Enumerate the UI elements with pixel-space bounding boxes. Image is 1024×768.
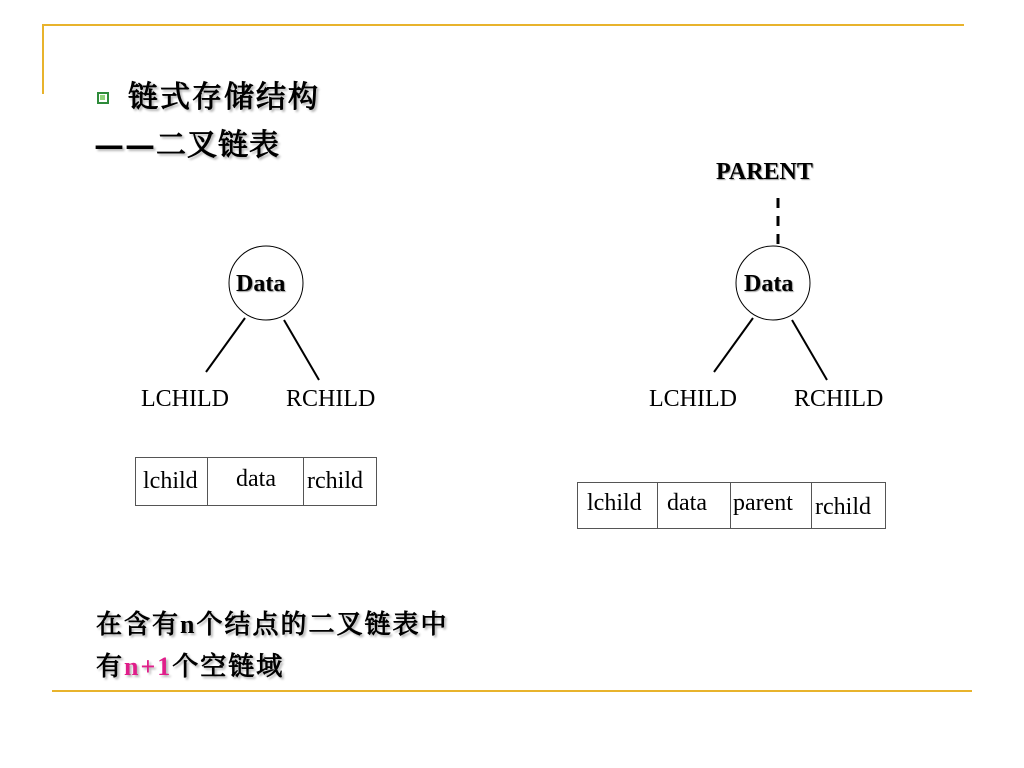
footer-line1 [96,604,449,641]
left-field-rchild: rchild [307,468,363,494]
right-field-data: data [667,490,707,516]
right-field-divider-1 [657,482,658,529]
left-field-divider-1 [207,457,208,506]
left-node-label: Data [236,271,286,297]
footer-line2-prefix: 有 [96,652,125,682]
footer-line1-n: n [180,610,197,639]
footer-line2-count: n+1 [124,652,173,681]
left-lchild-label: LCHILD [141,386,229,412]
right-rchild-label: RCHILD [794,386,884,412]
left-rchild-edge [284,320,319,380]
slide-title-line2: ——二叉链表 [94,128,280,163]
left-field-lchild: lchild [143,468,198,494]
left-lchild-edge [206,318,245,372]
right-field-divider-2 [730,482,731,529]
footer-line1-prefix: 在含有 [96,610,181,640]
right-node-label: Data [744,271,794,297]
parent-label: PARENT [716,159,813,185]
right-field-rchild: rchild [815,494,871,520]
left-rchild-label: RCHILD [286,386,376,412]
left-field-divider-2 [303,457,304,506]
right-field-lchild: lchild [587,490,642,516]
right-lchild-edge [714,318,753,372]
right-field-divider-3 [811,482,812,529]
right-rchild-edge [792,320,827,380]
left-field-data: data [236,466,276,492]
right-field-parent: parent [733,490,793,516]
right-lchild-label: LCHILD [649,386,737,412]
footer-line1-suffix: 个结点的二叉链表中 [196,610,449,640]
footer-line2 [96,646,284,683]
slide-title-line1: 链式存储结构 [128,80,320,115]
footer-line2-suffix: 个空链域 [172,652,285,682]
